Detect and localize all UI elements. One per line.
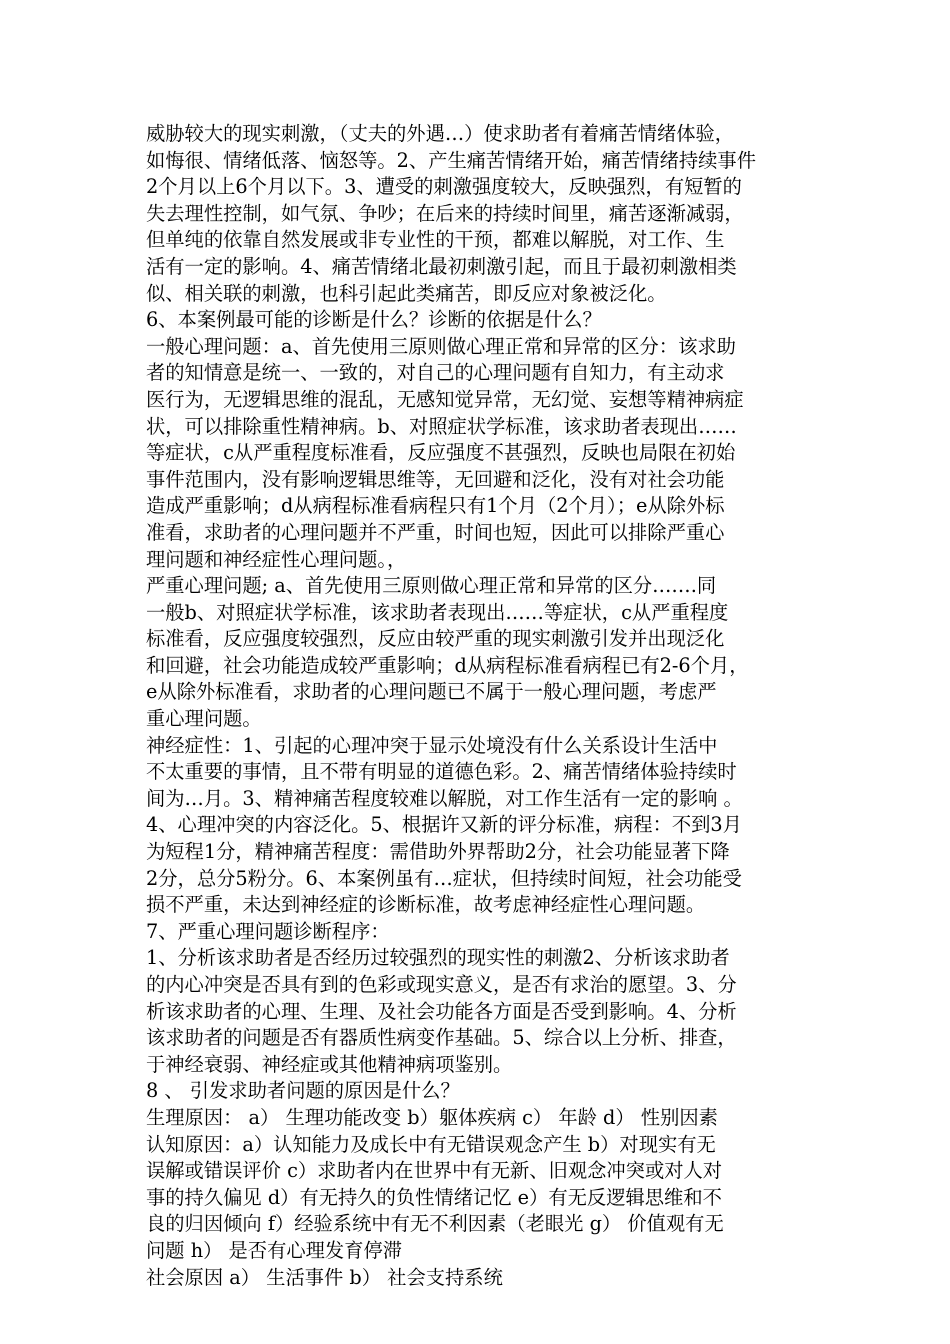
text-line: 严重心理问题; a、首先使用三原则做心理正常和异常的区分…….同 xyxy=(146,574,717,598)
text-line: 为短程1分，精神痛苦程度：需借助外界帮助2分，社会功能显著下降 xyxy=(146,840,730,864)
question-heading-8: 8 、 引发求助者问题的原因是什么？ xyxy=(146,1079,460,1103)
document-page xyxy=(146,121,808,1291)
text-line: 神经症性：1、引起的心理冲突于显示处境没有什么关系设计生活中 xyxy=(146,733,718,757)
text-line: 误解或错误评价 c）求助者内在世界中有无新、旧观念冲突或对人对 xyxy=(146,1159,723,1183)
text-line: 如悔很、情绪低落、恼怒等。2、产生痛苦情绪开始，痛苦情绪持续事件 xyxy=(146,148,756,172)
text-line: 标准看，反应强度较强烈，反应由较严重的现实刺激引发并出现泛化 xyxy=(146,627,725,651)
text-line: 2个月以上6个月以下。3、遭受的刺激强度较大，反映强烈，有短暂的 xyxy=(146,175,742,199)
text-line: 析该求助者的心理、生理、及社会功能各方面是否受到影响。4、分析 xyxy=(146,999,737,1023)
text-line: 间为…月。3、精神痛苦程度较难以解脱，对工作生活有一定的影响 。 xyxy=(146,786,743,810)
text-line: 损不严重，未达到神经症的诊断标准，故考虑神经症性心理问题。 xyxy=(146,893,706,917)
text-line: 于神经衰弱、神经症或其他精神病项鉴别。 xyxy=(146,1052,513,1076)
text-line: 医行为，无逻辑思维的混乱，无感知觉异常，无幻觉、妄想等精神病症 xyxy=(146,387,744,411)
text-line: 一般心理问题：a、首先使用三原则做心理正常和异常的区分：该求助 xyxy=(146,334,736,358)
text-line: 社会原因 a） 生活事件 b） 社会支持系统 xyxy=(146,1265,503,1289)
text-line: 的内心冲突是否具有到的色彩或现实意义，是否有求治的愿望。3、分 xyxy=(146,973,737,996)
text-line: 4、心理冲突的内容泛化。5、根据许又新的评分标准，病程：不到3月 xyxy=(146,813,742,837)
text-line: 1、分析该求助者是否经历过较强烈的现实性的刺激2、分析该求助者 xyxy=(146,946,730,970)
question-heading-7: 7、严重心理问题诊断程序： xyxy=(146,919,390,943)
text-line: 生理原因： a） 生理功能改变 b）躯体疾病 c） 年龄 d） 性别因素 xyxy=(146,1105,718,1129)
text-line: 和回避，社会功能造成较严重影响；d从病程标准看病程已有2-6个月， xyxy=(146,653,749,677)
text-line: 事的持久偏见 d）有无持久的负性情绪记忆 e）有无反逻辑思维和不 xyxy=(146,1185,722,1209)
text-line: 事件范围内，没有影响逻辑思维等，无回避和泛化，没有对社会功能 xyxy=(146,467,725,491)
text-line: 准看，求助者的心理问题并不严重，时间也短，因此可以排除严重心 xyxy=(146,520,725,544)
question-heading-6: 6、本案例最可能的诊断是什么？诊断的依据是什么？ xyxy=(146,308,602,332)
text-line: 但单纯的依靠自然发展或非专业性的干预，都难以解脱，对工作、生 xyxy=(146,228,725,252)
text-line: 失去理性控制，如气氛、争吵；在后来的持续时间里，痛苦逐渐减弱， xyxy=(146,201,744,225)
text-line: 问题 h） 是否有心理发育停滞 xyxy=(146,1238,403,1262)
text-line: 理问题和神经症性心理问题。， xyxy=(146,547,407,571)
text-line: 造成严重影响；d从病程标准看病程只有1个月（2个月）；e从除外标 xyxy=(146,494,725,518)
text-line: e从除外标准看，求助者的心理问题已不属于一般心理问题，考虑严 xyxy=(146,680,717,704)
text-line: 2分，总分5粉分。6、本案例虽有…症状，但持续时间短，社会功能受 xyxy=(146,866,742,890)
text-line: 活有一定的影响。4、痛苦情绪北最初刺激引起，而且于最初刺激相类 xyxy=(146,254,737,278)
text-line: 认知原因：a）认知能力及成长中有无错误观念产生 b）对现实有无 xyxy=(146,1132,716,1156)
text-line: 一般b、对照症状学标准，该求助者表现出……等症状，c从严重程度 xyxy=(146,600,729,624)
text-line: 状，可以排除重性精神病。b、对照症状学标准，该求助者表现出…… xyxy=(146,414,737,438)
text-line: 者的知情意是统一、一致的，对自己的心理问题有自知力，有主动求 xyxy=(146,361,725,385)
text-line: 等症状，c从严重程度标准看，反应强度不甚强烈，反映也局限在初始 xyxy=(146,441,736,465)
text-line: 该求助者的问题是否有器质性病变作基础。5、综合以上分析、排查， xyxy=(146,1026,737,1050)
text-line: 良的归因倾向 f）经验系统中有无不利因素（老眼光 g） 价值观有无 xyxy=(146,1212,724,1236)
text-line: 似、相关联的刺激，也科引起此类痛苦，即反应对象被泛化。 xyxy=(146,281,667,305)
text-line: 威胁较大的现实刺激，（丈夫的外遇…）使求助者有着痛苦情绪体验， xyxy=(146,122,735,145)
text-line: 重心理问题。 xyxy=(146,707,262,731)
text-line: 不太重要的事情，且不带有明显的道德色彩。2、痛苦情绪体验持续时 xyxy=(146,760,737,784)
